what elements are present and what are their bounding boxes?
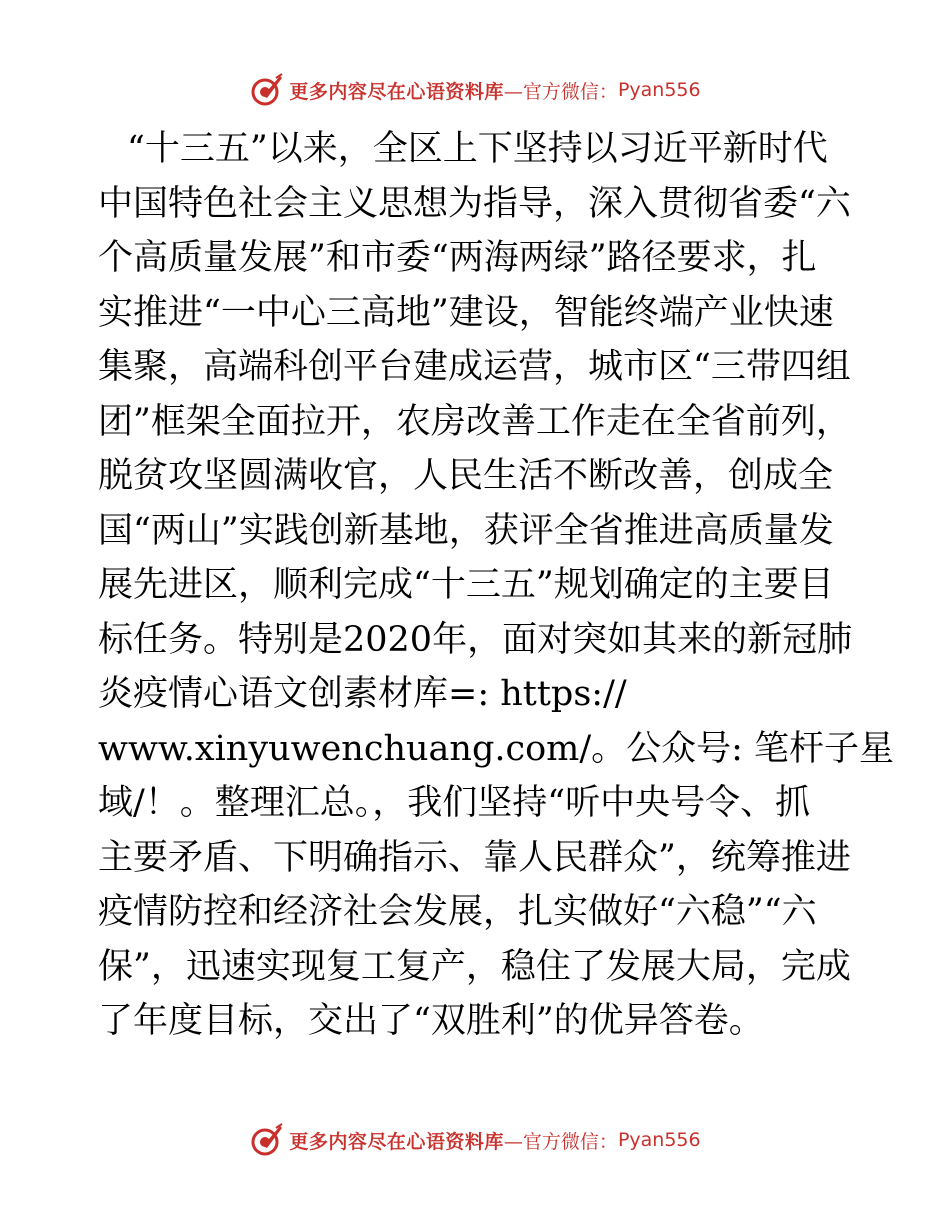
body-line: 域/！。整理汇总。，我们坚持“听中央号令、抓 [98, 783, 811, 823]
body-line: 脱贫攻坚圆满收官，人民生活不断改善，创成全 [98, 456, 834, 496]
body-line: 集聚，高端科创平台建成运营，城市区“三带四组 [98, 347, 851, 387]
banner-main-text: 更多内容尽在心语资料库 [289, 1130, 504, 1153]
body-line: 炎疫情心语文创素材库=: https:// [98, 674, 627, 714]
body-line: 保”，迅速实现复工复产，稳住了发展大局，完成 [98, 946, 851, 987]
body-line: 标任务。特别是2020年，面对突如其来的新冠肺 [98, 619, 853, 660]
footer-banner [0, 1120, 950, 1160]
body-line: 了年度目标，交出了“双胜利”的优异答卷。 [98, 1001, 764, 1041]
header-banner [0, 70, 950, 110]
body-line: “十三五”以来，全区上下坚持以习近平新时代 [127, 129, 828, 169]
quill-logo-icon [249, 1122, 285, 1158]
banner-main-text: 更多内容尽在心语资料库 [289, 80, 504, 103]
body-line: www.xinyuwenchuang.com/。公众号: 笔杆子星 [98, 728, 895, 769]
body-line: 主要矛盾、下明确指示、靠人民群众”，统筹推进 [98, 837, 851, 878]
body-line: 团”框架全面拉开，农房改善工作走在全省前列， [98, 401, 851, 442]
document-body [98, 122, 895, 1049]
banner-wechat-id: Pyan556 [617, 79, 701, 101]
banner-wechat-id: Pyan556 [617, 1129, 701, 1151]
body-line: 个高质量发展”和市委“两海两绿”路径要求，扎 [98, 238, 817, 278]
banner-sub-text: —官方微信： [503, 1130, 618, 1153]
body-line: 疫情防控和经济社会发展，扎实做好“六稳”“六 [98, 892, 817, 932]
quill-logo-icon [249, 72, 285, 108]
body-line: 展先进区，顺利完成“十三五”规划确定的主要目 [98, 565, 834, 605]
body-line: 国“两山”实践创新基地，获评全省推进高质量发 [98, 510, 834, 551]
body-line: 实推进“一中心三高地”建设，智能终端产业快速 [98, 292, 834, 333]
banner-sub-text: —官方微信： [503, 80, 618, 103]
body-line: 中国特色社会主义思想为指导，深入贯彻省委“六 [98, 183, 851, 224]
